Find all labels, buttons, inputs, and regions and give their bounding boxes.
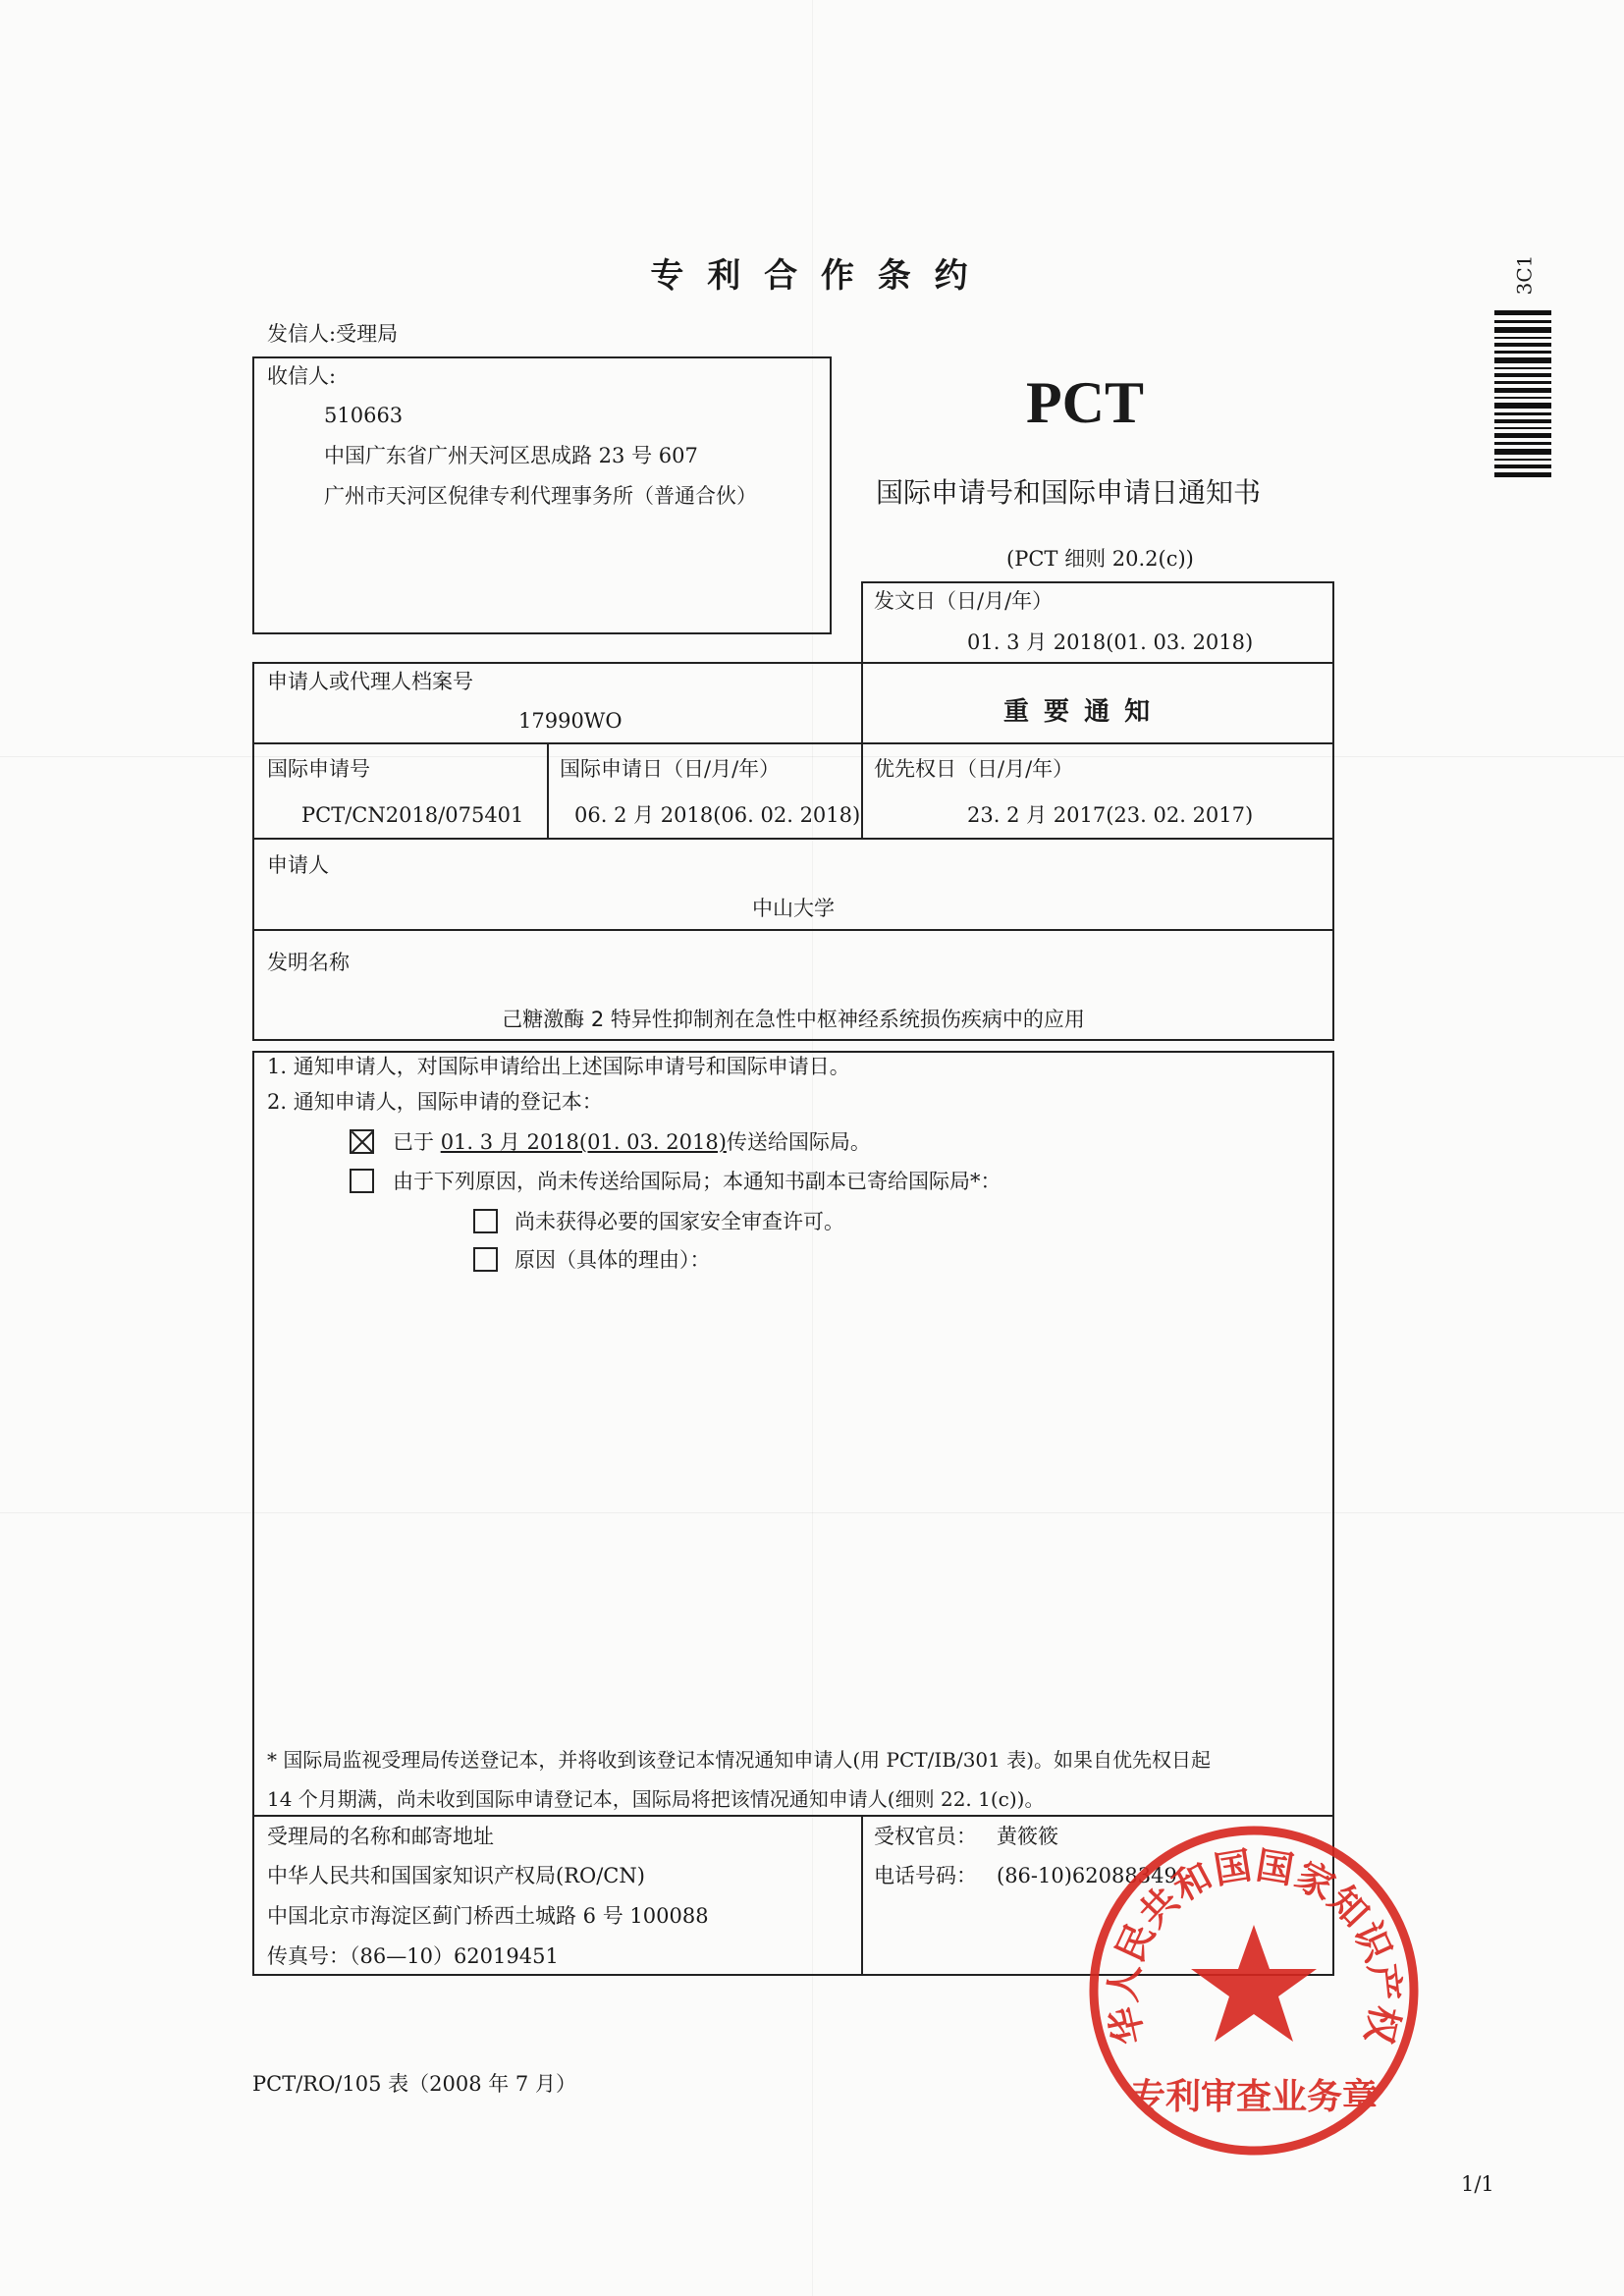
notice-title: 国际申请号和国际申请日通知书 (876, 476, 1262, 509)
option-not-transmitted-checkbox[interactable] (350, 1169, 374, 1193)
office-fax: 传真号：（86—10）62019451 (267, 1944, 559, 1968)
form-number: PCT/RO/105 表（2008 年 7 月） (252, 2072, 576, 2096)
recipient-postcode: 510663 (324, 404, 404, 427)
officer-label: 受权官员： (874, 1825, 977, 1848)
barcode (1494, 310, 1551, 477)
intl-app-number-label: 国际申请号 (267, 757, 370, 781)
option-transmitted-date: 01. 3 月 2018(01. 03. 2018) (440, 1130, 727, 1154)
important-notice: 重 要 通 知 (1003, 697, 1154, 727)
priority-date-label: 优先权日（日/月/年） (874, 757, 1074, 781)
document-title: 专 利 合 作 条 约 (650, 256, 974, 296)
officer-name: 黄筱筱 (997, 1825, 1058, 1848)
applicant-value: 中山大学 (752, 897, 835, 920)
page-number: 1/1 (1461, 2172, 1494, 2196)
official-seal (1085, 1822, 1424, 2160)
intl-filing-date-label: 国际申请日（日/月/年） (560, 757, 781, 781)
reason-other-checkbox[interactable] (473, 1247, 498, 1272)
reason-security-text: 尚未获得必要的国家安全审查许可。 (514, 1210, 844, 1233)
file-ref-value: 17990WO (518, 709, 623, 733)
recipient-address: 中国广东省广州天河区思成路 23 号 607 (324, 444, 698, 467)
rule-reference: (PCT 细则 20.2(c)) (1006, 547, 1194, 571)
option-transmitted-checkbox[interactable] (350, 1129, 374, 1154)
dispatch-date-label: 发文日（日/月/年） (874, 589, 1054, 613)
invention-title: 己糖激酶 2 特异性抑制剂在急性中枢神经系统损伤疾病中的应用 (502, 1008, 1085, 1031)
priority-date-value: 23. 2 月 2017(23. 02. 2017) (967, 803, 1254, 827)
invention-label: 发明名称 (267, 951, 350, 974)
file-ref-label: 申请人或代理人档案号 (267, 670, 473, 693)
option-not-transmitted-text: 由于下列原因，尚未传送给国际局；本通知书副本已寄给国际局*： (393, 1170, 1001, 1193)
svg-text:中华人民共和国国家知识产权局: 华人民共和国国家知识产权 (1101, 1843, 1408, 2049)
recipient-label: 收信人: (267, 364, 337, 388)
info-table (252, 662, 1334, 1041)
recipient-agency: 广州市天河区倪律专利代理事务所（普通合伙） (324, 484, 757, 508)
pct-heading: PCT (1026, 370, 1144, 435)
side-code: 3C1 (1512, 254, 1537, 296)
footnote-line-2: 14 个月期满，尚未收到国际申请登记本，国际局将把该情况通知申请人(细则 22. 1(c))。 (267, 1787, 1045, 1811)
notice-body-box (252, 1051, 1334, 1817)
office-address: 中国北京市海淀区蓟门桥西土城路 6 号 100088 (267, 1904, 709, 1928)
reason-other-text: 原因（具体的理由）： (514, 1248, 711, 1272)
sender-label: 发信人:受理局 (267, 322, 399, 346)
office-label: 受理局的名称和邮寄地址 (267, 1825, 494, 1848)
officer-phone: (86-10)62088349 (997, 1864, 1177, 1887)
intl-filing-date-value: 06. 2 月 2018(06. 02. 2018) (574, 803, 861, 827)
dispatch-date-value: 01. 3 月 2018(01. 03. 2018) (967, 630, 1254, 654)
intl-app-number-value: PCT/CN2018/075401 (301, 803, 524, 827)
footnote-line-1: * 国际局监视受理局传送登记本，并将收到该登记本情况通知申请人(用 PCT/IB/301 表)。如果自优先权日起 (267, 1748, 1212, 1772)
applicant-label: 申请人 (267, 853, 329, 877)
item-2-text: 2. 通知申请人，国际申请的登记本： (267, 1090, 603, 1114)
item-1-text: 1. 通知申请人，对国际申请给出上述国际申请号和国际申请日。 (267, 1055, 850, 1078)
office-name: 中华人民共和国国家知识产权局(RO/CN) (267, 1864, 645, 1887)
svg-text:专利审查业务章: 专利审查业务章 (1129, 2077, 1379, 2117)
officer-phone-label: 电话号码： (874, 1864, 977, 1887)
option-transmitted-prefix: 已于 (393, 1130, 434, 1154)
reason-security-checkbox[interactable] (473, 1209, 498, 1233)
option-transmitted-suffix: 传送给国际局。 (726, 1130, 871, 1154)
option-transmitted-text (393, 1132, 871, 1153)
